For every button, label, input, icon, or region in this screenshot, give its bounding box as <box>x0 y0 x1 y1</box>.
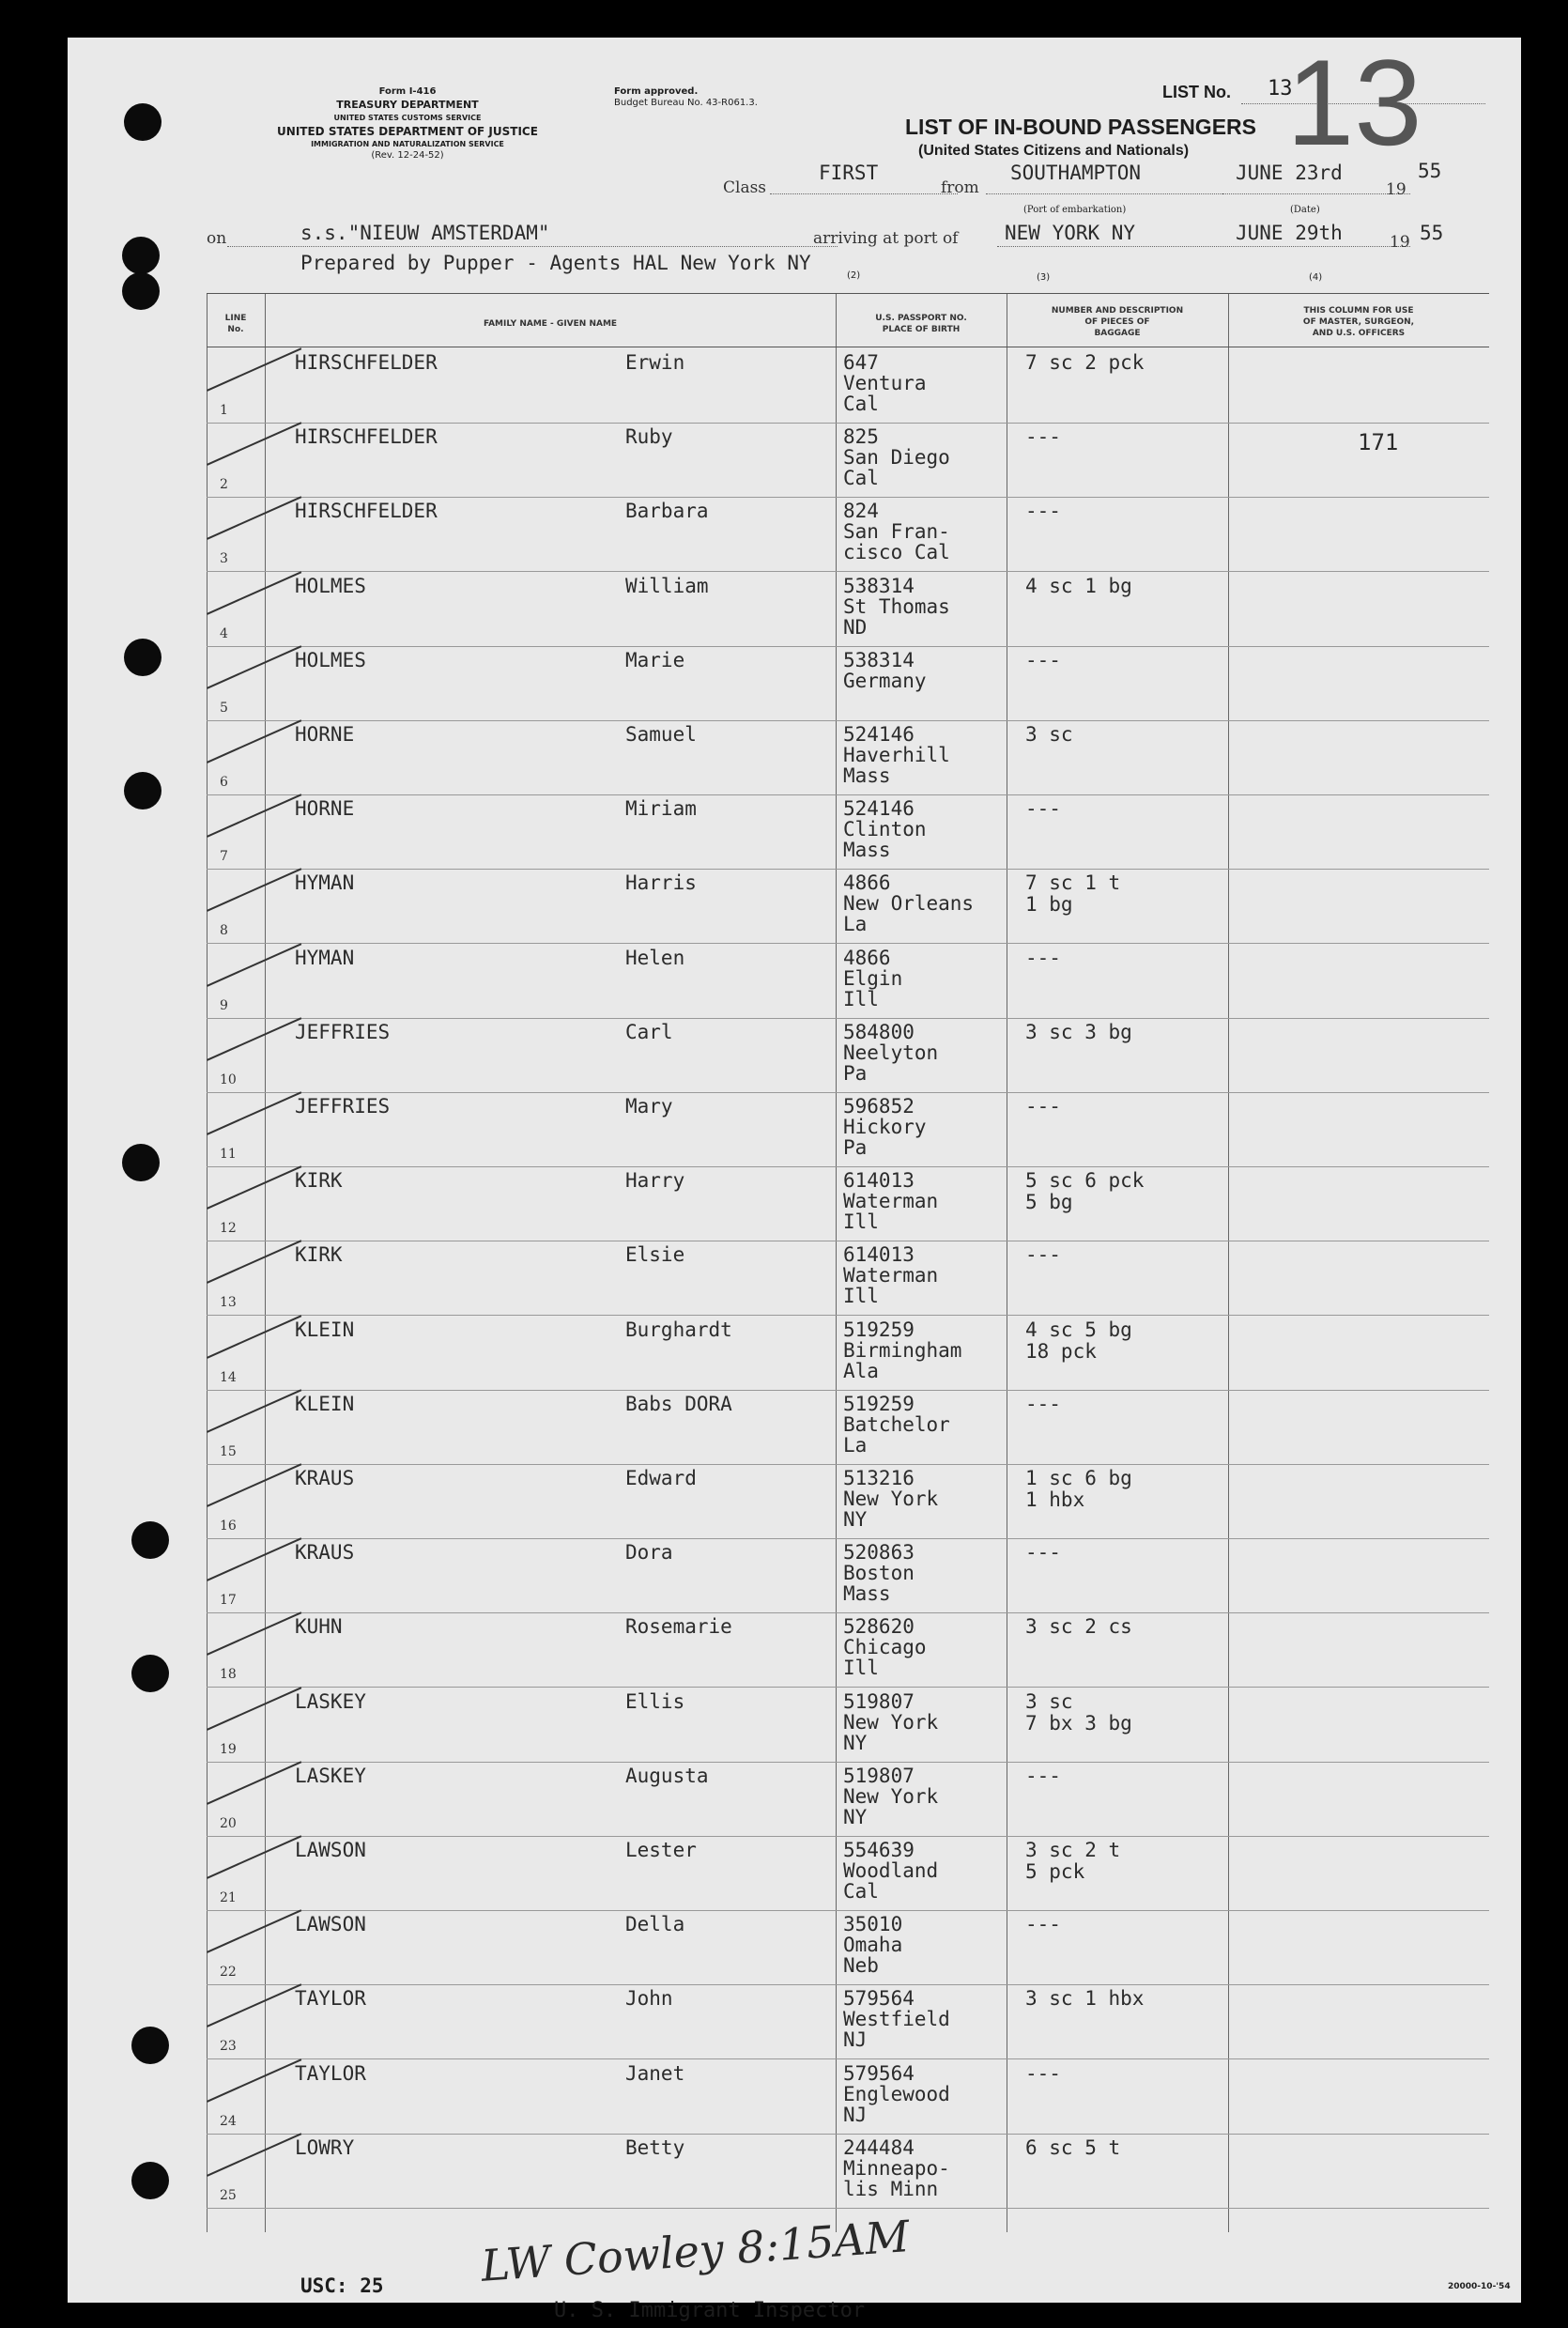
table-row <box>207 497 1489 572</box>
check-mark <box>207 1017 301 1061</box>
passport-birthplace: 35010 Omaha Neb <box>843 1913 903 1978</box>
arriving-label: arriving at port of <box>813 229 959 248</box>
passport-birthplace: 825 San Diego Cal <box>843 425 950 490</box>
table-row <box>207 2134 1489 2209</box>
passport-birthplace: 528620 Chicago Ill <box>843 1615 927 1680</box>
given-name: Ruby <box>625 425 673 449</box>
line-number: 19 <box>220 1741 237 1757</box>
check-mark <box>207 943 301 987</box>
check-mark <box>207 497 301 541</box>
check-mark <box>207 794 301 838</box>
table-row <box>207 944 1489 1019</box>
from-label: from <box>941 178 979 197</box>
table-row <box>207 1984 1489 2059</box>
family-name: KRAUS <box>295 1541 355 1565</box>
given-name: Rosemarie <box>625 1615 732 1639</box>
table-row <box>207 1762 1489 1837</box>
line-number: 11 <box>220 1147 237 1162</box>
check-mark <box>207 645 301 689</box>
check-mark <box>207 422 301 466</box>
date-caption: (Date) <box>1290 205 1320 215</box>
baggage: --- <box>1025 425 1061 449</box>
line-number: 24 <box>220 2113 237 2129</box>
baggage: --- <box>1025 1392 1061 1415</box>
line-number: 14 <box>220 1369 237 1385</box>
check-mark <box>207 1091 301 1135</box>
baggage: 3 sc 2 cs <box>1025 1615 1132 1639</box>
line-number: 15 <box>220 1443 237 1459</box>
passport-birthplace: 579564 Westfield NJ <box>843 1987 950 2052</box>
baggage: --- <box>1025 1095 1061 1118</box>
baggage: 4 sc 5 bg 18 pck <box>1025 1318 1132 1363</box>
family-name: TAYLOR <box>295 1987 366 2011</box>
line-number: 1 <box>220 403 228 418</box>
table-row <box>207 869 1489 944</box>
given-name: Erwin <box>625 351 685 374</box>
baggage: 7 sc 1 t 1 bg <box>1025 871 1121 917</box>
given-name: Babs DORA <box>625 1392 732 1415</box>
on-label: on <box>207 229 227 248</box>
line-number: 20 <box>220 1815 237 1831</box>
embark-date: JUNE 23rd <box>1236 162 1343 184</box>
family-name: HORNE <box>295 723 355 746</box>
note-3: (3) <box>1037 272 1051 283</box>
family-name: LAWSON <box>295 1839 366 1861</box>
baggage: --- <box>1025 2061 1061 2085</box>
binder-hole <box>131 1521 169 1559</box>
baggage: --- <box>1025 648 1061 671</box>
baggage: --- <box>1025 500 1061 523</box>
family-name: HOLMES <box>295 574 366 597</box>
passport-birthplace: 524146 Clinton Mass <box>843 797 927 862</box>
line-number: 17 <box>220 1593 237 1609</box>
table-row <box>207 348 1489 424</box>
family-name: HOLMES <box>295 648 366 671</box>
passport-birthplace: 4866 Elgin Ill <box>843 946 903 1010</box>
family-name: LAWSON <box>295 1913 366 1936</box>
check-mark <box>207 571 301 615</box>
baggage: 6 sc 5 t <box>1025 2135 1121 2159</box>
passport-birthplace: 519259 Batchelor La <box>843 1392 950 1457</box>
passenger-table <box>207 293 1489 2232</box>
line-number: 9 <box>220 997 228 1013</box>
line-number: 4 <box>220 625 228 641</box>
baggage: 3 sc 2 t 5 pck <box>1025 1839 1121 1883</box>
table-row <box>207 1688 1489 1763</box>
baggage: 3 sc 3 bg <box>1025 1020 1132 1043</box>
given-name: Augusta <box>625 1764 709 1787</box>
list-number-value: 13 <box>1268 77 1293 100</box>
col-passport: U.S. PASSPORT NO. PLACE OF BIRTH <box>875 314 967 334</box>
line-number: 12 <box>220 1221 237 1237</box>
baggage: --- <box>1025 1243 1061 1267</box>
family-name: JEFFRIES <box>295 1020 391 1043</box>
port-of-embarkation: SOUTHAMPTON <box>1010 162 1142 184</box>
table-row <box>207 572 1489 647</box>
check-mark <box>207 719 301 763</box>
check-mark <box>207 1241 301 1285</box>
family-name: KLEIN <box>295 1392 355 1415</box>
line-number: 13 <box>220 1295 237 1311</box>
vessel-name: s.s."NIEUW AMSTERDAM" <box>300 222 550 244</box>
manifest-subtitle: (United States Citizens and Nationals) <box>918 143 1190 159</box>
class-label: Class <box>723 178 767 197</box>
family-name: TAYLOR <box>295 2061 366 2085</box>
note-2: (2) <box>847 270 861 281</box>
passport-birthplace: 519259 Birmingham Ala <box>843 1318 962 1382</box>
check-mark <box>207 1389 301 1433</box>
family-name: LASKEY <box>295 1689 366 1713</box>
family-name: KIRK <box>295 1243 343 1267</box>
binder-hole <box>131 2027 169 2064</box>
baggage: --- <box>1025 1764 1061 1787</box>
table-row <box>207 720 1489 795</box>
officer-note: 171 <box>1358 429 1399 455</box>
binder-hole <box>124 639 161 676</box>
immigration-service: IMMIGRATION AND NATURALIZATION SERVICE <box>311 140 504 148</box>
baggage: 7 sc 2 pck <box>1025 351 1145 374</box>
department: TREASURY DEPARTMENT <box>336 99 479 111</box>
check-mark <box>207 2133 301 2177</box>
col-officers: THIS COLUMN FOR USE OF MASTER, SURGEON, AND U.S. OFFICERS <box>1302 306 1415 338</box>
binder-hole <box>131 2162 169 2199</box>
line-number: 2 <box>220 477 228 493</box>
check-mark <box>207 1835 301 1879</box>
check-mark <box>207 1463 301 1507</box>
arrival-date: JUNE 29th <box>1236 222 1343 244</box>
table-row <box>207 794 1489 870</box>
binder-hole <box>122 1144 160 1181</box>
line-number: 21 <box>220 1890 237 1905</box>
given-name: Betty <box>625 2135 685 2159</box>
family-name: HYMAN <box>295 871 355 895</box>
passport-birthplace: 520863 Boston Mass <box>843 1541 915 1606</box>
check-mark <box>207 2058 301 2103</box>
port-caption: (Port of embarkation) <box>1023 205 1127 215</box>
given-name: Lester <box>625 1839 697 1861</box>
table-row <box>207 646 1489 721</box>
table-row <box>207 1092 1489 1167</box>
passport-birthplace: 824 San Fran- cisco Cal <box>843 500 950 564</box>
family-name: KLEIN <box>295 1318 355 1341</box>
passport-birthplace: 244484 Minneapo- lis Minn <box>843 2135 950 2200</box>
passport-birthplace: 596852 Hickory Pa <box>843 1095 927 1159</box>
baggage: --- <box>1025 946 1061 969</box>
line-number: 25 <box>220 2187 237 2203</box>
table-row <box>207 1390 1489 1465</box>
passport-birthplace: 614013 Waterman Ill <box>843 1169 939 1234</box>
passport-birthplace: 513216 New York NY <box>843 1467 939 1531</box>
given-name: Mary <box>625 1095 673 1118</box>
arrival-port: NEW YORK NY <box>1005 222 1136 244</box>
manifest-page <box>68 34 1521 2322</box>
baggage: 1 sc 6 bg 1 hbx <box>1025 1467 1132 1511</box>
inspector-label: U. S. Immigrant Inspector <box>554 2299 866 2322</box>
col-line-no: LINE No. <box>224 314 247 334</box>
given-name: Elsie <box>625 1243 685 1267</box>
usc-count: USC: 25 <box>300 2274 384 2297</box>
table-row <box>207 1612 1489 1688</box>
given-name: Janet <box>625 2061 685 2085</box>
list-number-label: LIST No. <box>1162 83 1231 101</box>
binder-hole <box>124 772 161 809</box>
passport-birthplace: 554639 Woodland Cal <box>843 1839 939 1903</box>
table-row <box>207 1018 1489 1093</box>
binder-hole <box>122 237 160 274</box>
given-name: Della <box>625 1913 685 1936</box>
line-number: 8 <box>220 923 228 939</box>
check-mark <box>207 1984 301 2028</box>
year-prefix-1: 19 <box>1386 180 1407 199</box>
list-number-stamp: 13 <box>1286 34 1422 171</box>
baggage: 3 sc 1 hbx <box>1025 1987 1145 2011</box>
line-number: 7 <box>220 849 228 865</box>
check-mark <box>207 1315 301 1359</box>
table-row <box>207 423 1489 498</box>
baggage: 4 sc 1 bg <box>1025 574 1132 597</box>
given-name: John <box>625 1987 673 2011</box>
given-name: Ellis <box>625 1689 685 1713</box>
table-row <box>207 1910 1489 1985</box>
check-mark <box>207 1537 301 1581</box>
baggage: 3 sc 7 bx 3 bg <box>1025 1689 1132 1734</box>
family-name: HIRSCHFELDER <box>295 500 438 523</box>
manifest-title: LIST OF IN-BOUND PASSENGERS <box>905 115 1256 139</box>
family-name: HYMAN <box>295 946 355 969</box>
given-name: Samuel <box>625 723 697 746</box>
customs-service: UNITED STATES CUSTOMS SERVICE <box>333 114 482 122</box>
table-row <box>207 1464 1489 1539</box>
table-row <box>207 1166 1489 1241</box>
family-name: HIRSCHFELDER <box>295 351 438 374</box>
table-row <box>207 1538 1489 1613</box>
family-name: LASKEY <box>295 1764 366 1787</box>
line-number: 22 <box>220 1965 237 1981</box>
family-name: HORNE <box>295 797 355 821</box>
note-4: (4) <box>1309 272 1323 283</box>
form-approved: Form approved. <box>614 86 699 97</box>
family-name: KUHN <box>295 1615 343 1639</box>
budget-bureau: Budget Bureau No. 43-R061.3. <box>614 98 758 108</box>
line-number: 10 <box>220 1071 237 1087</box>
baggage: 3 sc <box>1025 723 1073 746</box>
given-name: Burghardt <box>625 1318 732 1341</box>
year-2: 55 <box>1420 222 1444 244</box>
baggage: --- <box>1025 797 1061 821</box>
table-row <box>207 1836 1489 1911</box>
given-name: William <box>625 574 709 597</box>
form-number: Form I-416 <box>378 86 437 97</box>
baggage: --- <box>1025 1541 1061 1565</box>
baggage: --- <box>1025 1913 1061 1936</box>
given-name: Harris <box>625 871 697 895</box>
check-mark <box>207 1687 301 1731</box>
check-mark <box>207 1909 301 1953</box>
binder-hole <box>131 1655 169 1692</box>
passport-birthplace: 579564 Englewood NJ <box>843 2061 950 2126</box>
given-name: Marie <box>625 648 685 671</box>
form-code: 20000-10-'54 <box>1448 2282 1511 2291</box>
family-name: KRAUS <box>295 1467 355 1489</box>
col-name: FAMILY NAME - GIVEN NAME <box>483 319 618 329</box>
passport-birthplace: 614013 Waterman Ill <box>843 1243 939 1308</box>
check-mark <box>207 1612 301 1657</box>
given-name: Edward <box>625 1467 697 1489</box>
given-name: Miriam <box>625 797 697 821</box>
justice-department: UNITED STATES DEPARTMENT OF JUSTICE <box>277 125 538 138</box>
class-value: FIRST <box>819 162 879 184</box>
year-prefix-2: 19 <box>1390 233 1410 252</box>
line-number: 6 <box>220 775 228 790</box>
check-mark <box>207 347 301 392</box>
passport-birthplace: 4866 New Orleans La <box>843 871 975 936</box>
line-number: 23 <box>220 2039 237 2055</box>
check-mark <box>207 1761 301 1805</box>
passport-birthplace: 524146 Haverhill Mass <box>843 723 950 787</box>
passport-birthplace: 538314 St Thomas ND <box>843 574 950 639</box>
passport-birthplace: 647 Ventura Cal <box>843 351 927 415</box>
check-mark <box>207 869 301 913</box>
passport-birthplace: 519807 New York NY <box>843 1689 939 1754</box>
family-name: JEFFRIES <box>295 1095 391 1118</box>
given-name: Dora <box>625 1541 673 1565</box>
year-1: 55 <box>1418 160 1442 182</box>
line-number: 16 <box>220 1519 237 1534</box>
col-baggage: NUMBER AND DESCRIPTION OF PIECES OF BAGGAGE <box>1051 306 1184 338</box>
binder-hole <box>122 272 160 310</box>
revision: (Rev. 12-24-52) <box>371 150 444 161</box>
given-name: Helen <box>625 946 685 969</box>
given-name: Barbara <box>625 500 709 523</box>
prepared-by: Prepared by Pupper - Agents HAL New York NY <box>300 252 811 274</box>
family-name: KIRK <box>295 1169 343 1193</box>
passport-birthplace: 519807 New York NY <box>843 1764 939 1828</box>
given-name: Harry <box>625 1169 685 1193</box>
line-number: 5 <box>220 700 228 716</box>
table-row <box>207 1241 1489 1316</box>
passport-birthplace: 538314 Germany <box>843 648 927 692</box>
binder-hole <box>124 103 161 141</box>
baggage: 5 sc 6 pck 5 bg <box>1025 1169 1145 1214</box>
passport-birthplace: 584800 Neelyton Pa <box>843 1020 939 1085</box>
family-name: LOWRY <box>295 2135 355 2159</box>
table-row <box>207 1316 1489 1391</box>
given-name: Carl <box>625 1020 673 1043</box>
line-number: 18 <box>220 1667 237 1683</box>
check-mark <box>207 1165 301 1210</box>
family-name: HIRSCHFELDER <box>295 425 438 449</box>
inspector-signature: LW Cowley 8:15AM <box>479 2211 912 2291</box>
table-row <box>207 2059 1489 2135</box>
line-number: 3 <box>220 551 228 567</box>
